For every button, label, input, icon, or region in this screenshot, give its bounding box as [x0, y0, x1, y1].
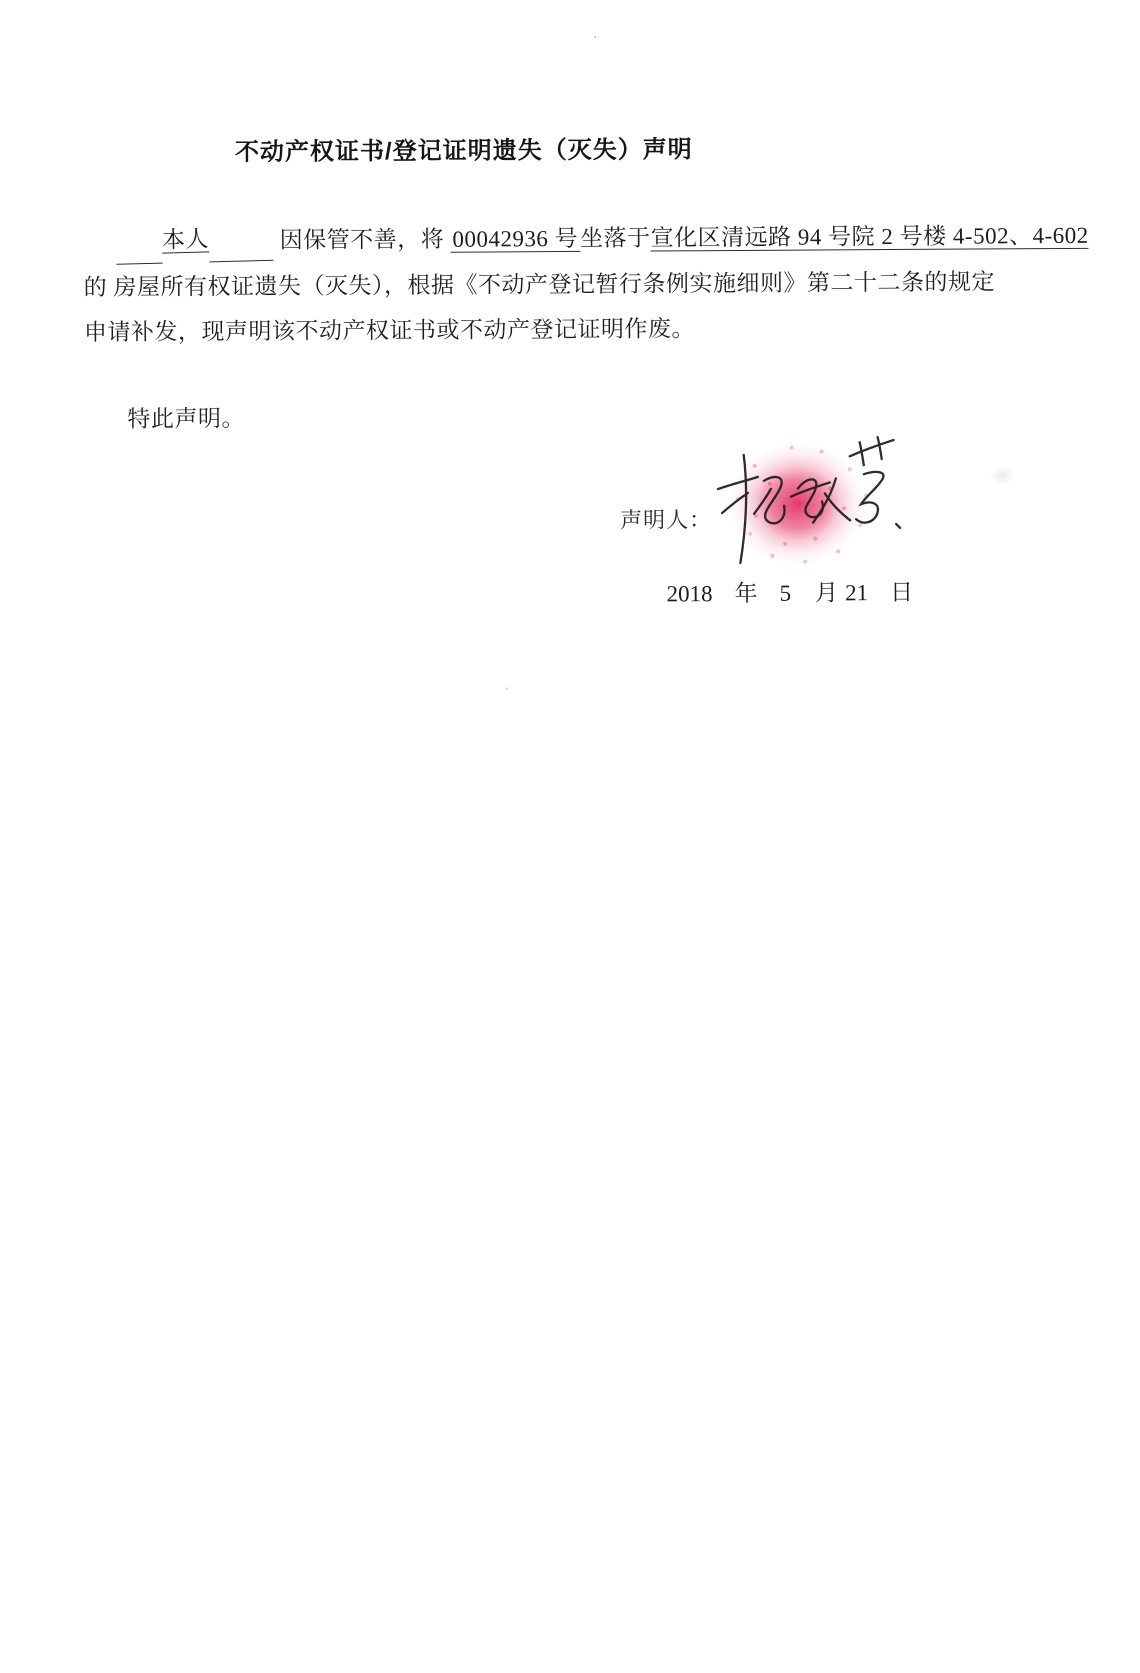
date-year: 2018	[666, 581, 713, 607]
date-day: 21	[844, 580, 869, 606]
date-month-unit: 月	[814, 580, 839, 606]
declarant-label: 本人	[161, 226, 210, 253]
text-after-declarant: 因保管不善，将	[279, 226, 445, 253]
certificate-number: 00042936 号	[450, 226, 580, 253]
declarant-signature-label: 声明人：	[620, 507, 713, 533]
property-address: 宣化区清远路 94 号院 2 号楼 4-502、4-602	[650, 222, 1089, 251]
closing-statement: 特此声明。	[127, 405, 246, 432]
date-day-unit: 日	[889, 579, 914, 606]
declarant-blank-cluster	[115, 215, 273, 265]
scan-speck	[594, 36, 596, 38]
scan-speck	[505, 687, 508, 689]
paragraph-line-2: 的 房屋所有权证遗失（灭失），根据《不动产登记暂行条例实施细则》第二十二条的规定	[83, 269, 995, 300]
blank-underline-right	[209, 230, 274, 263]
paragraph-line-1	[83, 213, 1089, 265]
document-title: 不动产权证书/登记证明遗失（灭失）声明	[234, 136, 693, 167]
date-line	[666, 574, 913, 609]
blank-underline-left	[116, 233, 163, 265]
handwritten-signature	[698, 430, 914, 581]
text-located-at: 坐落于	[580, 225, 651, 251]
declaration-paragraph	[83, 213, 1089, 355]
scan-smudge	[990, 465, 1016, 485]
paragraph-line-3: 申请补发，现声明该不动产权证书或不动产登记证明作废。	[83, 316, 696, 345]
date-month: 5	[779, 580, 792, 606]
date-year-unit: 年	[734, 580, 758, 606]
